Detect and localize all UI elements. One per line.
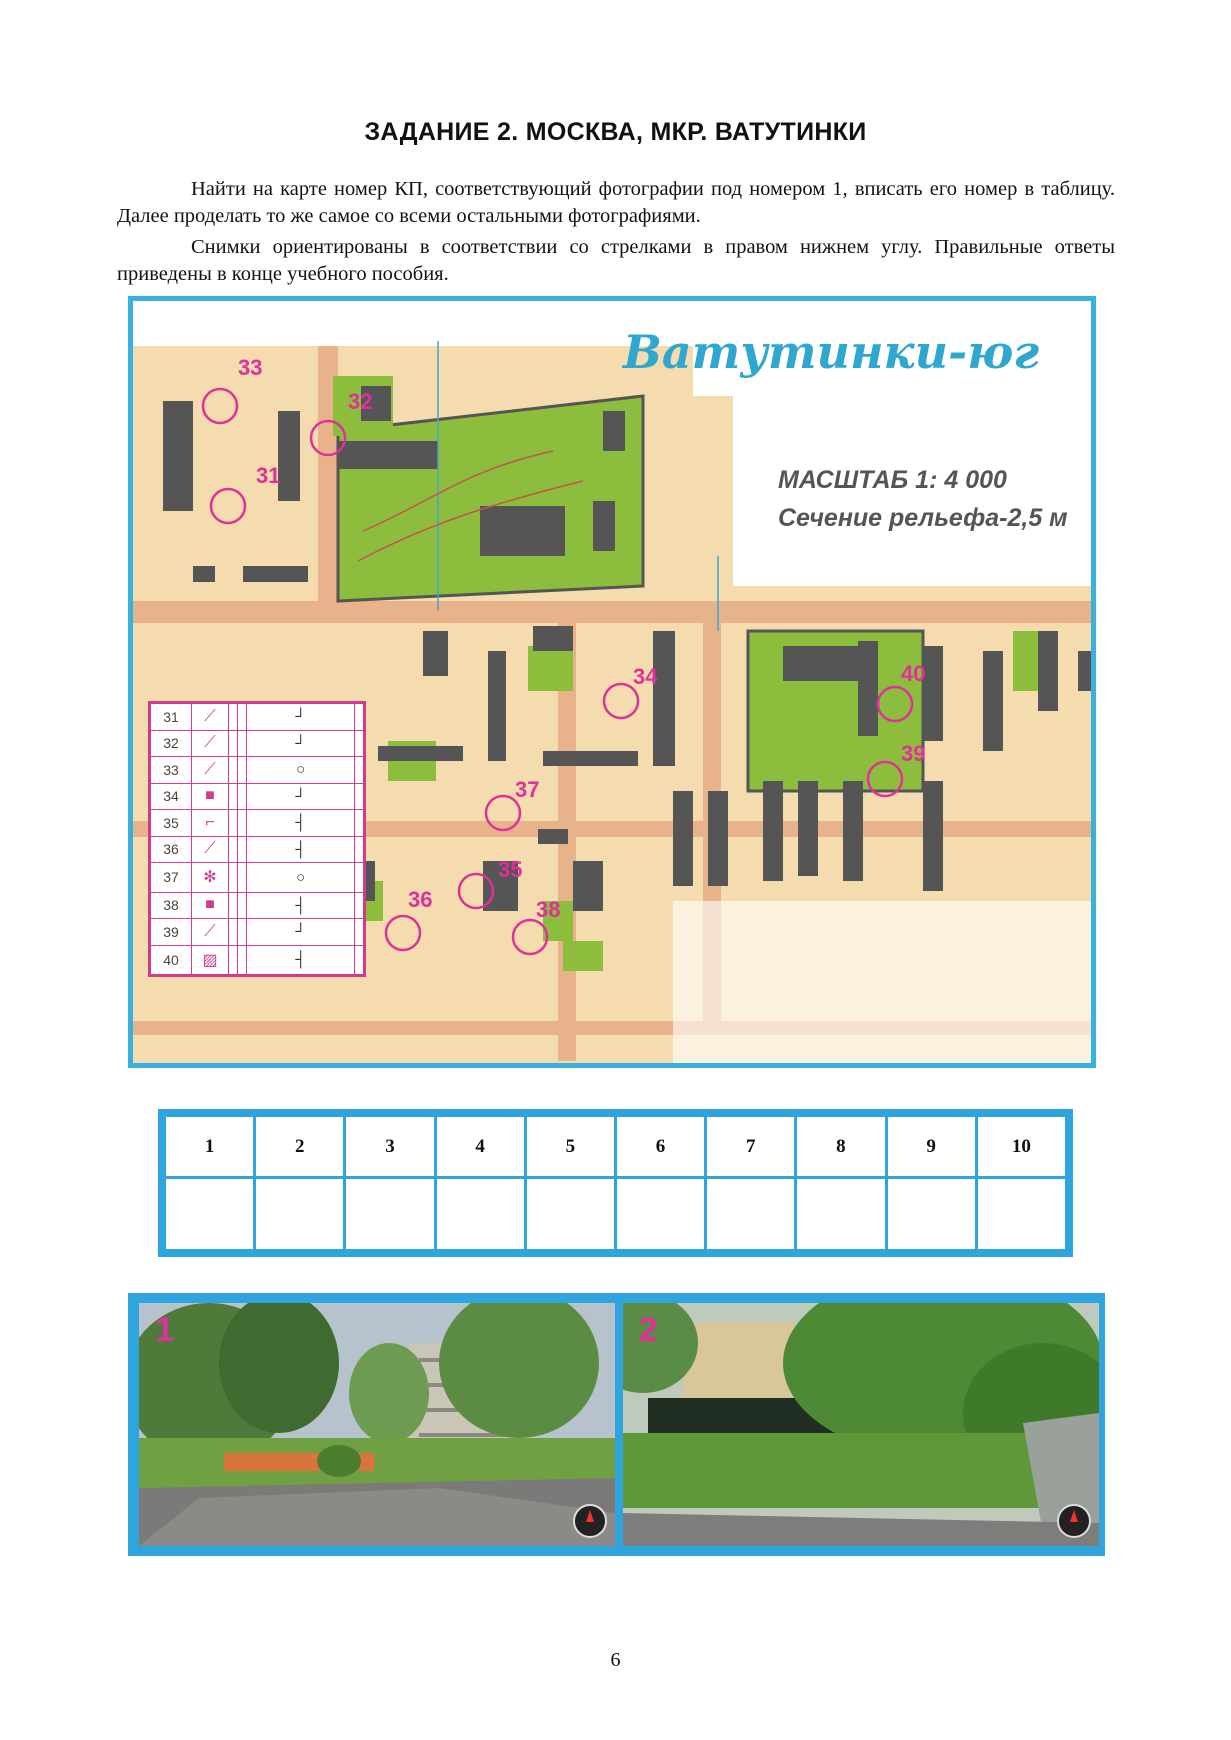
legend-feature-symbol: ⟋ <box>192 919 229 946</box>
page-number: 6 <box>610 1649 621 1671</box>
legend-location-symbol: ┘ <box>247 704 354 731</box>
legend-cp-number: 32 <box>151 730 192 757</box>
legend-empty-cell <box>229 783 238 810</box>
legend-row <box>151 730 364 757</box>
legend-row <box>151 919 364 946</box>
legend-empty-cell <box>238 945 247 974</box>
legend-empty-cell <box>354 919 363 946</box>
legend-empty-cell <box>229 730 238 757</box>
legend-location-symbol: ┤ <box>247 810 354 837</box>
legend-cp-number: 40 <box>151 945 192 974</box>
legend-empty-cell <box>354 863 363 892</box>
answer-input-cell[interactable] <box>345 1178 435 1251</box>
legend-location-symbol: ┤ <box>247 836 354 863</box>
photo-number: 2 <box>639 1311 658 1349</box>
control-point-label: 39 <box>901 741 926 766</box>
map-contour-label: Сечение рельефа-2,5 м <box>778 504 1068 532</box>
control-point-label: 38 <box>536 897 561 922</box>
photo-1-image <box>139 1303 615 1546</box>
photo-1 <box>139 1303 615 1546</box>
answer-input-cell[interactable] <box>976 1178 1066 1251</box>
answer-header-cell: 2 <box>255 1116 345 1178</box>
control-point-label: 36 <box>408 887 433 912</box>
legend-cp-number: 34 <box>151 783 192 810</box>
legend-empty-cell <box>238 783 247 810</box>
legend-empty-cell <box>229 919 238 946</box>
legend-empty-cell <box>238 730 247 757</box>
photo-number: 1 <box>155 1311 174 1349</box>
compass-icon <box>1057 1504 1091 1538</box>
orienteering-map <box>128 296 1096 1068</box>
legend-cp-number: 39 <box>151 919 192 946</box>
legend-feature-symbol: ⟋ <box>192 757 229 784</box>
legend-row <box>151 704 364 731</box>
legend-empty-cell <box>238 810 247 837</box>
legend-empty-cell <box>354 945 363 974</box>
answer-input-cell[interactable] <box>886 1178 976 1251</box>
control-point-label: 40 <box>901 661 926 686</box>
answer-input-cell[interactable] <box>525 1178 615 1251</box>
answer-input-cell[interactable] <box>435 1178 525 1251</box>
answer-header-cell: 8 <box>796 1116 886 1178</box>
photo-2 <box>623 1303 1099 1546</box>
legend-empty-cell <box>229 704 238 731</box>
legend-location-symbol: ○ <box>247 863 354 892</box>
legend-empty-cell <box>229 863 238 892</box>
compass-icon <box>573 1504 607 1538</box>
legend-row <box>151 783 364 810</box>
control-point-label: 34 <box>633 664 658 689</box>
legend-empty-cell <box>354 730 363 757</box>
answer-input-cell[interactable] <box>255 1178 345 1251</box>
legend-empty-cell <box>238 863 247 892</box>
map-scale <box>778 461 1068 537</box>
legend-empty-cell <box>229 836 238 863</box>
legend-row <box>151 810 364 837</box>
legend-empty-cell <box>229 810 238 837</box>
legend-cp-number: 33 <box>151 757 192 784</box>
legend-feature-symbol: ▨ <box>192 945 229 974</box>
legend-empty-cell <box>229 892 238 919</box>
map-title: Ватутинки-юг <box>623 325 1040 379</box>
legend-cp-number: 35 <box>151 810 192 837</box>
legend-row <box>151 836 364 863</box>
legend-location-symbol: ○ <box>247 757 354 784</box>
control-point-label: 33 <box>238 355 263 380</box>
legend-empty-cell <box>238 892 247 919</box>
answer-header-cell: 10 <box>976 1116 1066 1178</box>
answer-input-cell[interactable] <box>615 1178 705 1251</box>
photo-strip <box>128 1293 1105 1556</box>
control-point-label: 35 <box>498 857 523 882</box>
legend-row <box>151 757 364 784</box>
instruction-paragraph-2: Снимки ориентированы в соответствии со стрелками в правом нижнем углу. Правильные ответы приведены в конце учебного пособия. <box>117 236 1115 285</box>
legend-empty-cell <box>354 783 363 810</box>
legend-location-symbol: ┘ <box>247 730 354 757</box>
legend-feature-symbol: ⟋ <box>192 836 229 863</box>
answer-header-cell: 7 <box>706 1116 796 1178</box>
legend-empty-cell <box>354 704 363 731</box>
legend-empty-cell <box>354 892 363 919</box>
control-point-label: 37 <box>515 777 540 802</box>
legend-empty-cell <box>238 919 247 946</box>
legend-cp-number: 38 <box>151 892 192 919</box>
legend-empty-cell <box>354 757 363 784</box>
map-scale-label: МАСШТАБ 1: 4 000 <box>778 466 1007 494</box>
legend-location-symbol: ┤ <box>247 892 354 919</box>
control-point-label: 32 <box>348 389 373 414</box>
legend-row <box>151 892 364 919</box>
answer-header-cell: 6 <box>615 1116 705 1178</box>
control-description-legend <box>148 701 366 977</box>
answer-input-cell[interactable] <box>165 1178 255 1251</box>
legend-feature-symbol: ■ <box>192 892 229 919</box>
legend-feature-symbol: ⌐ <box>192 810 229 837</box>
legend-empty-cell <box>229 945 238 974</box>
legend-empty-cell <box>238 704 247 731</box>
answer-header-cell: 4 <box>435 1116 525 1178</box>
legend-empty-cell <box>229 757 238 784</box>
legend-cp-number: 37 <box>151 863 192 892</box>
legend-empty-cell <box>354 836 363 863</box>
legend-empty-cell <box>238 757 247 784</box>
answer-input-cell[interactable] <box>796 1178 886 1251</box>
answer-header-cell: 5 <box>525 1116 615 1178</box>
answer-table <box>158 1109 1073 1257</box>
legend-row <box>151 945 364 974</box>
legend-location-symbol: ┘ <box>247 783 354 810</box>
legend-cp-number: 36 <box>151 836 192 863</box>
page-title: ЗАДАНИЕ 2. МОСКВА, МКР. ВАТУТИНКИ <box>364 118 867 146</box>
legend-feature-symbol: ■ <box>192 783 229 810</box>
legend-feature-symbol: ⟋ <box>192 730 229 757</box>
legend-feature-symbol: ✻ <box>192 863 229 892</box>
answer-header-cell: 9 <box>886 1116 976 1178</box>
legend-empty-cell <box>354 810 363 837</box>
answer-input-cell[interactable] <box>706 1178 796 1251</box>
legend-location-symbol: ┘ <box>247 919 354 946</box>
instruction-paragraph-1: Найти на карте номер КП, соответствующий фотографии под номером 1, вписать его номер в таблицу. Далее проделать то же самое со всеми остальными фотографиями. <box>117 178 1115 227</box>
legend-feature-symbol: ⟋ <box>192 704 229 731</box>
legend-cp-number: 31 <box>151 704 192 731</box>
legend-empty-cell <box>238 836 247 863</box>
photo-2-image <box>623 1303 1099 1546</box>
control-point-label: 31 <box>256 463 281 488</box>
answer-header-cell: 1 <box>165 1116 255 1178</box>
legend-location-symbol: ┤ <box>247 945 354 974</box>
answer-header-cell: 3 <box>345 1116 435 1178</box>
legend-row <box>151 863 364 892</box>
